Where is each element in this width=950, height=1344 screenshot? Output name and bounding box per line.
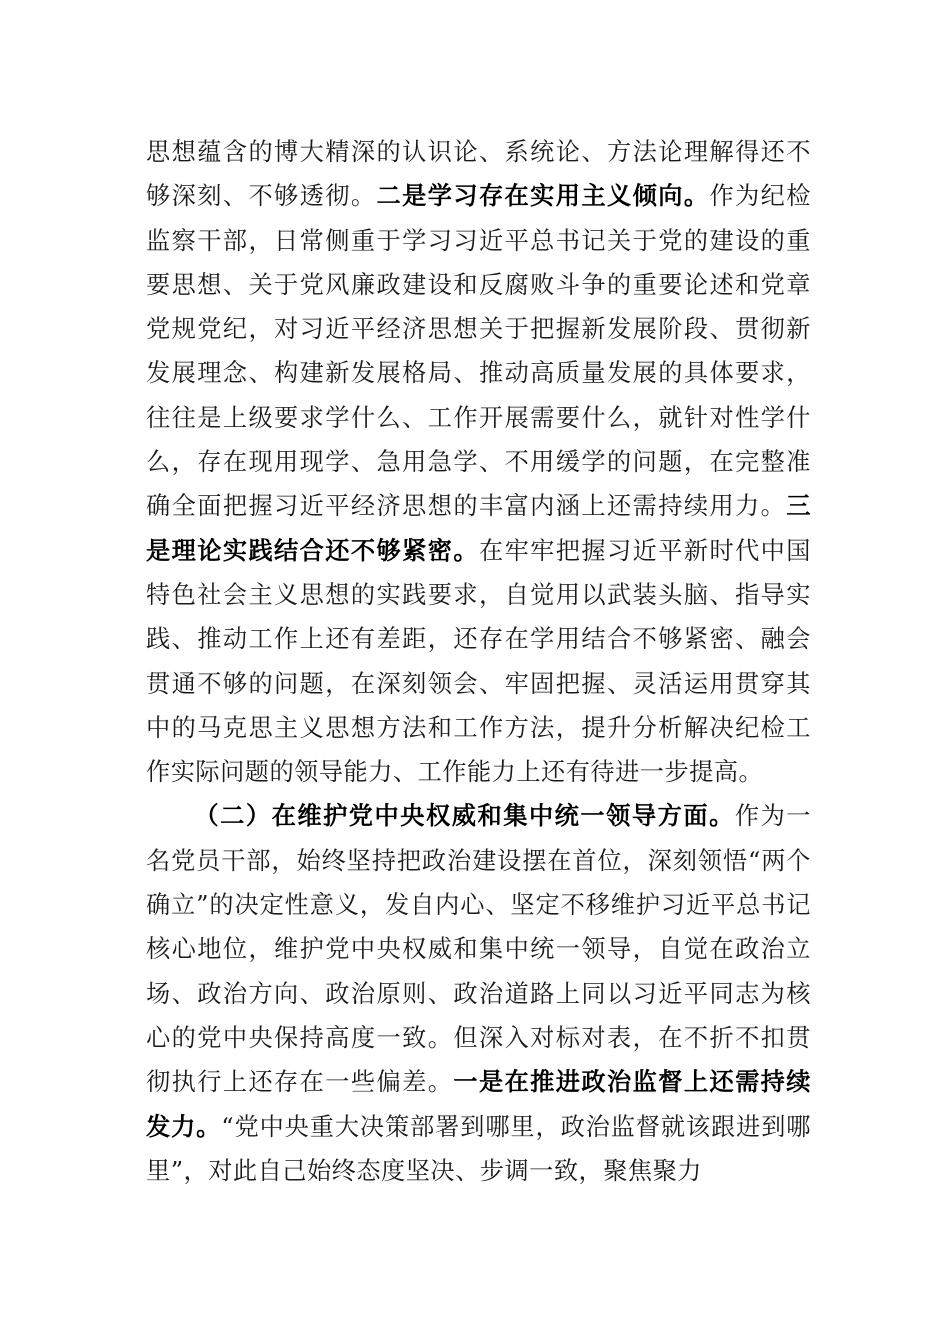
paragraph-theory-study	[146, 130, 811, 794]
paragraph-party-authority	[146, 794, 811, 1193]
section-heading-two: （二）在维护党中央权威和集中统一领导方面。	[194, 801, 735, 831]
text-segment: 作为纪检监察干部，日常侧重于学习习近平总书记关于党的建设的重要思想、关于党风廉政建设和反腐败斗争的重要论述和党章党规党纪，对习近平经济思想关于把握新发展阶段、贯彻新发展理念、构建新发展格局、推动高质量发展的具体要求，往往是上级要求学什么、工作开展需要什么，就针对性学什么，存在现用现学、急用急学、不用缓学的问题，在完整准确全面把握习近平经济思想的丰富内涵上还需持续用力。	[146, 182, 811, 521]
bold-heading-pragmatism: 二是学习存在实用主义倾向。	[376, 181, 710, 211]
bold-heading-theory-practice: 三是理论实践结合还不够紧密。	[146, 491, 811, 565]
bold-heading-political-supervision: 一是在推进政治监督上还需持续发力。	[146, 1067, 811, 1141]
document-body	[146, 130, 811, 1193]
text-segment: 思想蕴含的博大精深的认识论、系统论、方法论理解得还不够深刻、不够透彻。	[146, 138, 811, 211]
text-segment: “党中央重大决策部署到哪里，政治监督就该跟进到哪里”，对此自己始终态度坚决、步调一致，聚焦聚力	[146, 1112, 811, 1185]
text-segment: 在牢牢把握习近平新时代中国特色社会主义思想的实践要求，自觉用以武装头脑、指导实践、推动工作上还有差距，还存在学用结合不够紧密、融会贯通不够的问题，在深刻领会、牢固把握、灵活运用贯穿其中的马克思主义思想方法和工作方法，提升分析解决纪检工作实际问题的领导能力、工作能力上还有待进一步提高。	[146, 536, 811, 787]
text-segment: 作为一名党员干部，始终坚持把政治建设摆在首位，深刻领悟“两个确立”的决定性意义，发自内心、坚定不移维护习近平总书记核心地位，维护党中央权威和集中统一领导，自觉在政治立场、政治方向、政治原则、政治道路上同以习近平同志为核心的党中央保持高度一致。但深入对标对表，在不折不扣贯彻执行上还存在一些偏差。	[146, 802, 811, 1097]
